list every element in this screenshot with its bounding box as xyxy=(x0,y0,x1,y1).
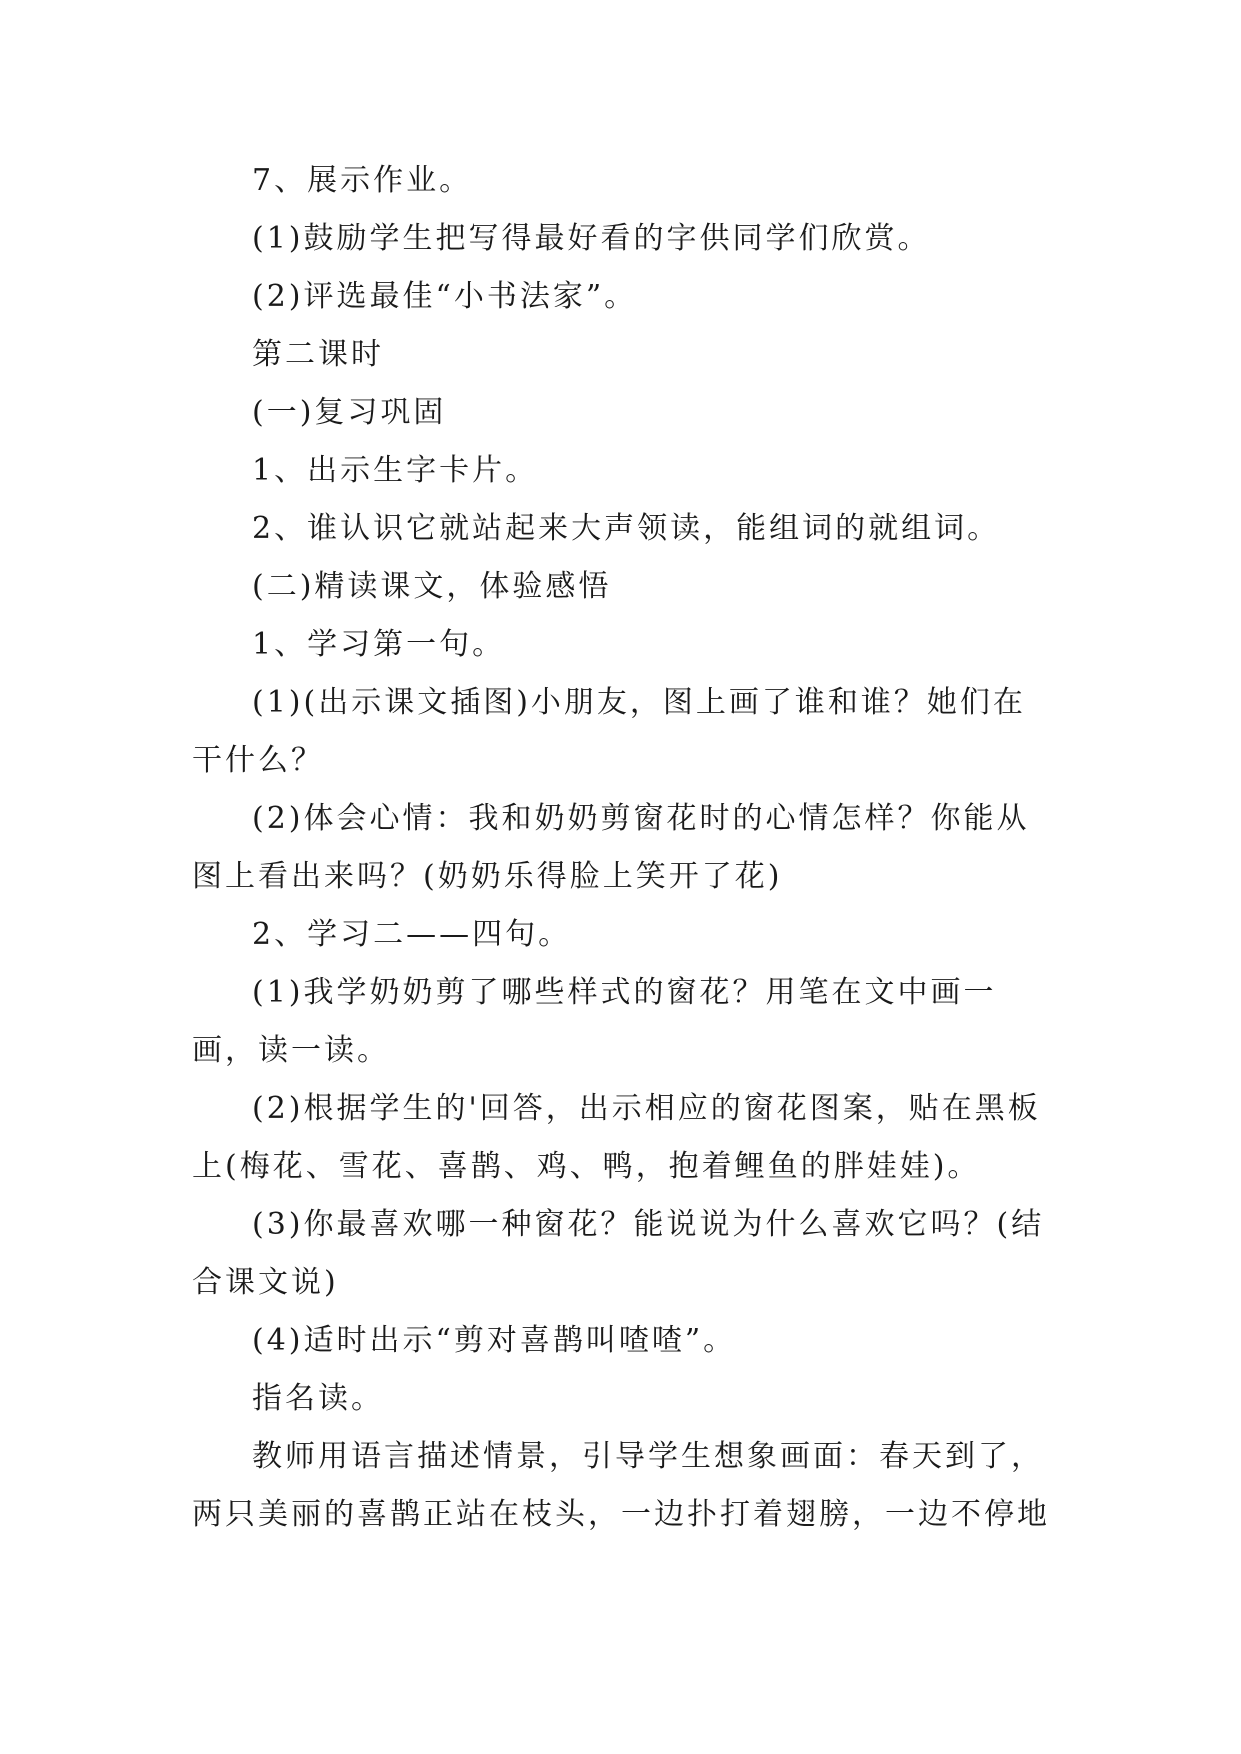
paragraph-3: (2)评选最佳“小书法家”。 xyxy=(252,279,638,314)
paragraph-5: (一)复习巩固 xyxy=(252,395,447,430)
paragraph-10: (1)(出示课文插图)小朋友，图上画了谁和谁？她们在干什么？ xyxy=(192,685,1026,778)
paragraph-17: 指名读。 xyxy=(252,1381,384,1416)
paragraph-12: 2、学习二——四句。 xyxy=(252,917,572,952)
paragraph-16: (4)适时出示“剪对喜鹊叫喳喳”。 xyxy=(252,1323,737,1358)
paragraph-13: (1)我学奶奶剪了哪些样式的窗花？用笔在文中画一画，读一读。 xyxy=(192,975,997,1068)
paragraph-7: 2、谁认识它就站起来大声领读，能组词的就组词。 xyxy=(252,511,1001,546)
paragraph-6: 1、出示生字卡片。 xyxy=(252,453,539,488)
paragraph-1: 7、展示作业。 xyxy=(252,163,473,198)
paragraph-9: 1、学习第一句。 xyxy=(252,627,506,662)
paragraph-11: (2)体会心情：我和奶奶剪窗花时的心情怎样？你能从图上看出来吗？(奶奶乐得脸上笑开了花) xyxy=(192,801,1030,894)
paragraph-15: (3)你最喜欢哪一种窗花？能说说为什么喜欢它吗？(结合课文说) xyxy=(192,1207,1045,1300)
paragraph-8: (二)精读课文，体验感悟 xyxy=(252,569,612,604)
paragraph-18: 教师用语言描述情景，引导学生想象画面：春天到了，两只美丽的喜鹊正站在枝头，一边扑打着翅膀，一边不停地 xyxy=(192,1439,1050,1532)
paragraph-2: (1)鼓励学生把写得最好看的字供同学们欣赏。 xyxy=(252,221,931,256)
paragraph-14: (2)根据学生的'回答，出示相应的窗花图案，贴在黑板上(梅花、雪花、喜鹊、鸡、鸭，抱着鲤鱼的胖娃娃)。 xyxy=(192,1091,1041,1184)
section-heading-lesson-2: 第二课时 xyxy=(252,337,384,372)
